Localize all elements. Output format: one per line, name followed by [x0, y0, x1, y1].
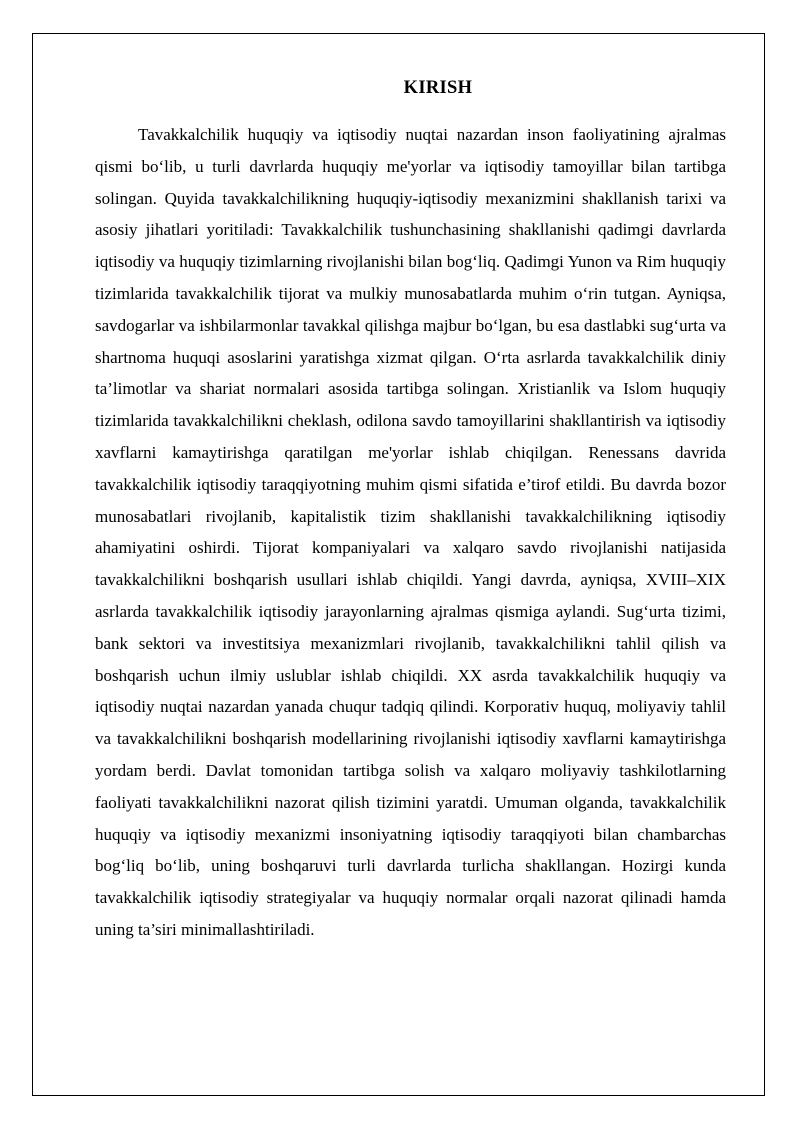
body-paragraph: Tavakkalchilik huquqiy va iqtisodiy nuqtai nazardan inson faoliyatining ajralmas qismi bo‘lib, u turli davrlarda huquqiy me'yorlar va iqtisodiy tamoyillar bilan tartibga solingan. Quyida tavakkalchilikning huquqiy-iqtisodiy mexanizmini shakllanish tarixi va asosiy jihatlari yoritiladi: Tavakkalchilik tushunchasining shakllanishi qadimgi davrlarda iqtisodiy va huquqiy tizimlarning rivojlanishi bilan bog‘liq. Qadimgi Yunon va Rim huquqiy tizimlarida tavakkalchilik tijorat va mulkiy munosabatlarda muhim o‘rin tutgan. Ayniqsa, savdogarlar va ishbilarmonlar tavakkal qilishga majbur bo‘lgan, bu esa dastlabki sug‘urta va shartnoma huquqi asoslarini yaratishga xizmat qilgan. O‘rta asrlarda tavakkalchilik diniy ta’limotlar va shariat normalari asosida tartibga solingan. Xristianlik va Islom huquqiy tizimlarida tavakkalchilikni cheklash, odilona savdo tamoyillarini shakllantirish va iqtisodiy xavflarni kamaytirishga qaratilgan me'yorlar ishlab chiqilgan. Renessans davrida tavakkalchilik iqtisodiy taraqqiyotning muhim qismi sifatida e’tirof etildi. Bu davrda bozor munosabatlari rivojlanib, kapitalistik tizim shakllanishi tavakkalchilikning iqtisodiy ahamiyatini oshirdi. Tijorat kompaniyalari va xalqaro savdo rivojlanishi natijasida tavakkalchilikni boshqarish usullari ishlab chiqildi. Yangi davrda, ayniqsa, XVIII–XIX asrlarda tavakkalchilik iqtisodiy jarayonlarning ajralmas qismiga aylandi. Sug‘urta tizimi, bank sektori va investitsiya mexanizmlari rivojlanib, tavakkalchilikni tahlil qilish va boshqarish uchun ilmiy uslublar ishlab chiqildi. XX asrda tavakkalchilik huquqiy va iqtisodiy nuqtai nazardan yanada chuqur tadqiq qilindi. Korporativ huquq, moliyaviy tahlil va tavakkalchilikni boshqarish modellarining rivojlanishi iqtisodiy xavflarni kamaytirishga yordam berdi. Davlat tomonidan tartibga solish va xalqaro moliyaviy tashkilotlarning faoliyati tavakkalchilikni nazorat qilish tizimini yaratdi. Umuman olganda, tavakkalchilik huquqiy va iqtisodiy mexanizmi insoniyatning iqtisodiy taraqqiyoti bilan chambarchas bog‘liq bo‘lib, uning boshqaruvi turli davrlarda turlicha shakllangan. Hozirgi kunda tavakkalchilik iqtisodiy strategiyalar va huquqiy normalar orqali nazorat qilinadi hamda uning ta’siri minimallashtiriladi. — [95, 125, 726, 939]
document-title: KIRISH — [403, 78, 473, 98]
